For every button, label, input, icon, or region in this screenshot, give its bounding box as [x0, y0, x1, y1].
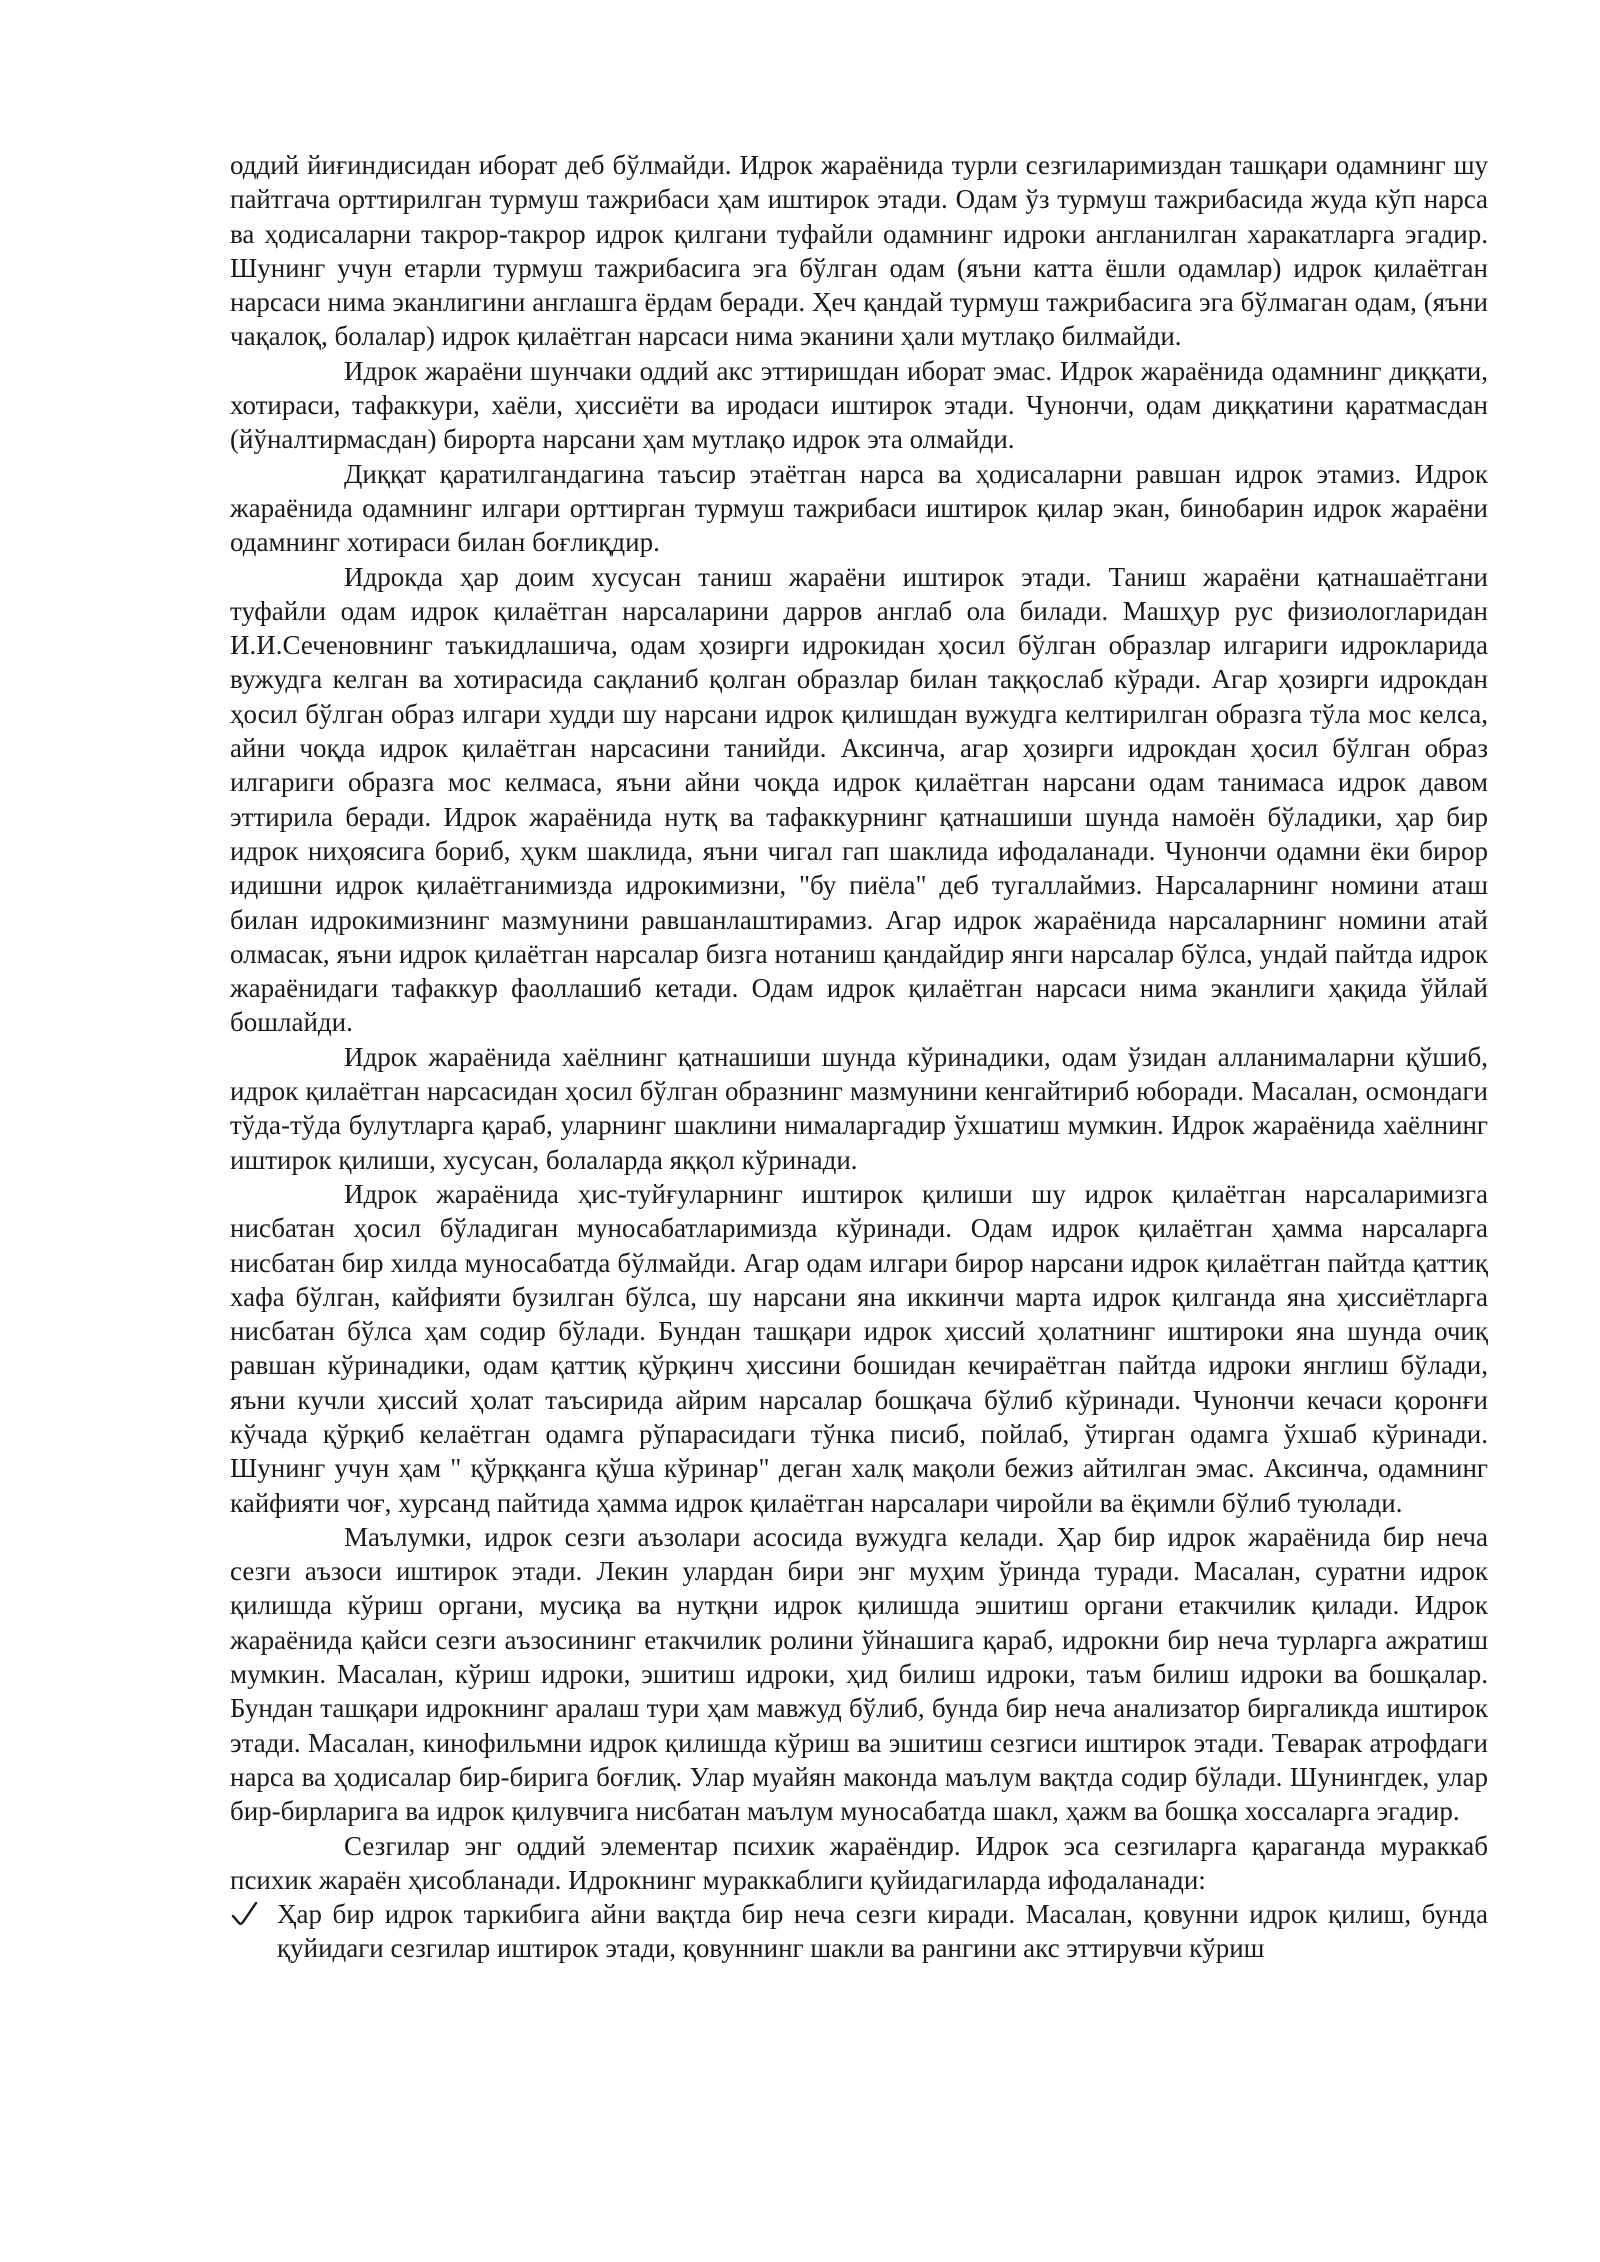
bullet-item-text: Ҳар бир идрок таркибига айни вақтда бир неча сезги киради. Масалан, қовунни идрок қилиш, бунда қуйидаги сезгилар иштирок этади, қовуннинг шакли ва рангини акс эттирувчи кўриш	[277, 1899, 1488, 1964]
paragraph-8: Сезгилар энг оддий элементар психик жараёндир. Идрок эса сезгиларга қараганда мураккаб психик жараён ҳисобланади. Идрокнинг мураккаблиги қуйидагиларда ифодаланади:	[230, 1830, 1488, 1895]
paragraph-2: Идрок жараёни шунчаки оддий акс эттиришдан иборат эмас. Идрок жараёнида одамнинг диққати, хотираси, тафаккури, хаёли, ҳиссиёти ва иродаси иштирок этади. Чунончи, одам диққатини қаратмасдан (йўналтирмасдан) бирорта нарсани ҳам мутлақо идрок эта олмайди.	[230, 355, 1488, 455]
bullet-item	[230, 1897, 1488, 1966]
paragraph-6: Идрок жараёнида ҳис-туйғуларнинг иштирок қилиши шу идрок қилаётган нарсаларимизга нисбатан ҳосил бўладиган муносабатларимизда кўринади. Одам идрок қилаётган ҳамма нарсаларга нисбатан бир хилда муносабатда бўлмайди. Агар одам илгари бирор нарсани идрок қилаётган пайтда қаттиқ хафа бўлган, кайфияти бузилган бўлса, шу нарсани яна иккинчи марта идрок қилганда яна ҳиссиётларга нисбатан бўлса ҳам содир бўлади. Бундан ташқари идрок ҳиссий ҳолатнинг иштироки яна шунда очиқ равшан кўринадики, одам қаттиқ қўрқинч ҳиссини бошидан кечираётган пайтда идроки янглиш бўлади, яъни кучли ҳиссий ҳолат таъсирида айрим нарсалар бошқача бўлиб кўринади. Чунончи кечаси қоронғи кўчада қўрқиб келаётган одамга рўпарасидаги тўнка писиб, пойлаб, ўтирган одамга ўхшаб кўринади. Шунинг учун ҳам " қўрққанга қўша кўринар" деган халқ мақоли бежиз айтилган эмас. Аксинча, одамнинг кайфияти чоғ, хурсанд пайтида ҳамма идрок қилаётган нарсалари чиройли ва ёқимли бўлиб туюлади.	[230, 1178, 1488, 1518]
document-page	[230, 148, 1488, 1966]
paragraph-1: оддий йиғиндисидан иборат деб бўлмайди. Идрок жараёнида турли сезгиларимиздан ташқари одамнинг шу пайтгача орттирилган турмуш тажрибаси ҳам иштирок этади. Одам ўз турмуш тажрибасида жуда кўп нарса ва ҳодисаларни такрор-такрор идрок қилгани туфайли одамнинг идроки англанилган харакатларга эгадир. Шунинг учун етарли турмуш тажрибасига эга бўлган одам (яъни катта ёшли одамлар) идрок қилаётган нарсаси нима эканлигини англашга ёрдам беради. Ҳеч қандай турмуш тажрибасига эга бўлмаган одам, (яъни чақалоқ, болалар) идрок қилаётган нарсаси нима эканини ҳали мутлақо билмайди.	[230, 150, 1488, 352]
paragraph-5: Идрок жараёнида хаёлнинг қатнашиши шунда кўринадики, одам ўзидан алланималарни қўшиб, идрок қилаётган нарсасидан ҳосил бўлган образнинг мазмунини кенгайтириб юборади. Масалан, осмондаги тўда-тўда булутларга қараб, уларнинг шаклини нималаргадир ўхшатиш мумкин. Идрок жараёнида хаёлнинг иштирок қилиши, хусусан, болаларда яққол кўринади.	[230, 1041, 1488, 1175]
paragraph-3: Диққат қаратилгандагина таъсир этаётган нарса ва ҳодисаларни равшан идрок этамиз. Идрок жараёнида одамнинг илгари орттирган турмуш тажрибаси иштирок қилар экан, бинобарин идрок жараёни одамнинг хотираси билан боғлиқдир.	[230, 458, 1488, 558]
paragraph-4: Идрокда ҳар доим хусусан таниш жараёни иштирок этади. Таниш жараёни қатнашаётгани туфайли одам идрок қилаётган нарсаларини дарров англаб ола билади. Машҳур рус физиологларидан И.И.Сеченовнинг таъкидлашича, одам ҳозирги идрокидан ҳосил бўлган образлар илгариги идрокларида вужудга келган ва хотирасида сақланиб қолган образлар билан таққослаб кўради. Агар ҳозирги идрокдан ҳосил бўлган образ илгари худди шу нарсани идрок қилишдан вужудга келтирилган образга тўла мос келса, айни чоқда идрок қилаётган нарсасини танийди. Аксинча, агар ҳозирги идрокдан ҳосил бўлган образ илгариги образга мос келмаса, яъни айни чоқда идрок қилаётган нарсани одам танимаса идрок давом эттирила беради. Идрок жараёнида нутқ ва тафаккурнинг қатнашиши шунда намоён бўладики, ҳар бир идрок ниҳоясига бориб, ҳукм шаклида, яъни чигал гап шаклида ифодаланади. Чунончи одамни ёки бирор идишни идрок қилаётганимизда идрокимизни, "бу пиёла" деб тугаллаймиз. Нарсаларнинг номини аташ билан идрокимизнинг мазмунини равшанлаштирамиз. Агар идрок жараёнида нарсаларнинг номини атай олмасак, яъни идрок қилаётган нарсалар бизга нотаниш қандайдир янги нарсалар бўлса, ундай пайтда идрок жараёнидаги тафаккур фаоллашиб кетади. Одам идрок қилаётган нарсаси нима эканлиги ҳақида ўйлай бошлайди.	[230, 561, 1488, 1038]
checkmark-icon	[230, 1897, 260, 1931]
paragraph-7: Маълумки, идрок сезги аъзолари асосида вужудга келади. Ҳар бир идрок жараёнида бир неча сезги аъзоси иштирок этади. Лекин улардан бири энг муҳим ўринда туради. Масалан, суратни идрок қилишда кўриш органи, мусиқа ва нутқни идрок қилишда эшитиш органи етакчилик қилади. Идрок жараёнида қайси сезги аъзосининг етакчилик ролини ўйнашига қараб, идрокни бир неча турларга ажратиш мумкин. Масалан, кўриш идроки, эшитиш идроки, ҳид билиш идроки, таъм билиш идроки ва бошқалар. Бундан ташқари идрокнинг аралаш тури ҳам мавжуд бўлиб, бунда бир неча анализатор биргаликда иштирок этади. Масалан, кинофильмни идрок қилишда кўриш ва эшитиш сезгиси иштирок этади. Теварак атрофдаги нарса ва ҳодисалар бир-бирига боғлиқ. Улар муайян маконда маълум вақтда содир бўлади. Шунингдек, улар бир-бирларига ва идрок қилувчига нисбатан маълум муносабатда шакл, ҳажм ва бошқа хоссаларга эгадир.	[230, 1521, 1488, 1827]
